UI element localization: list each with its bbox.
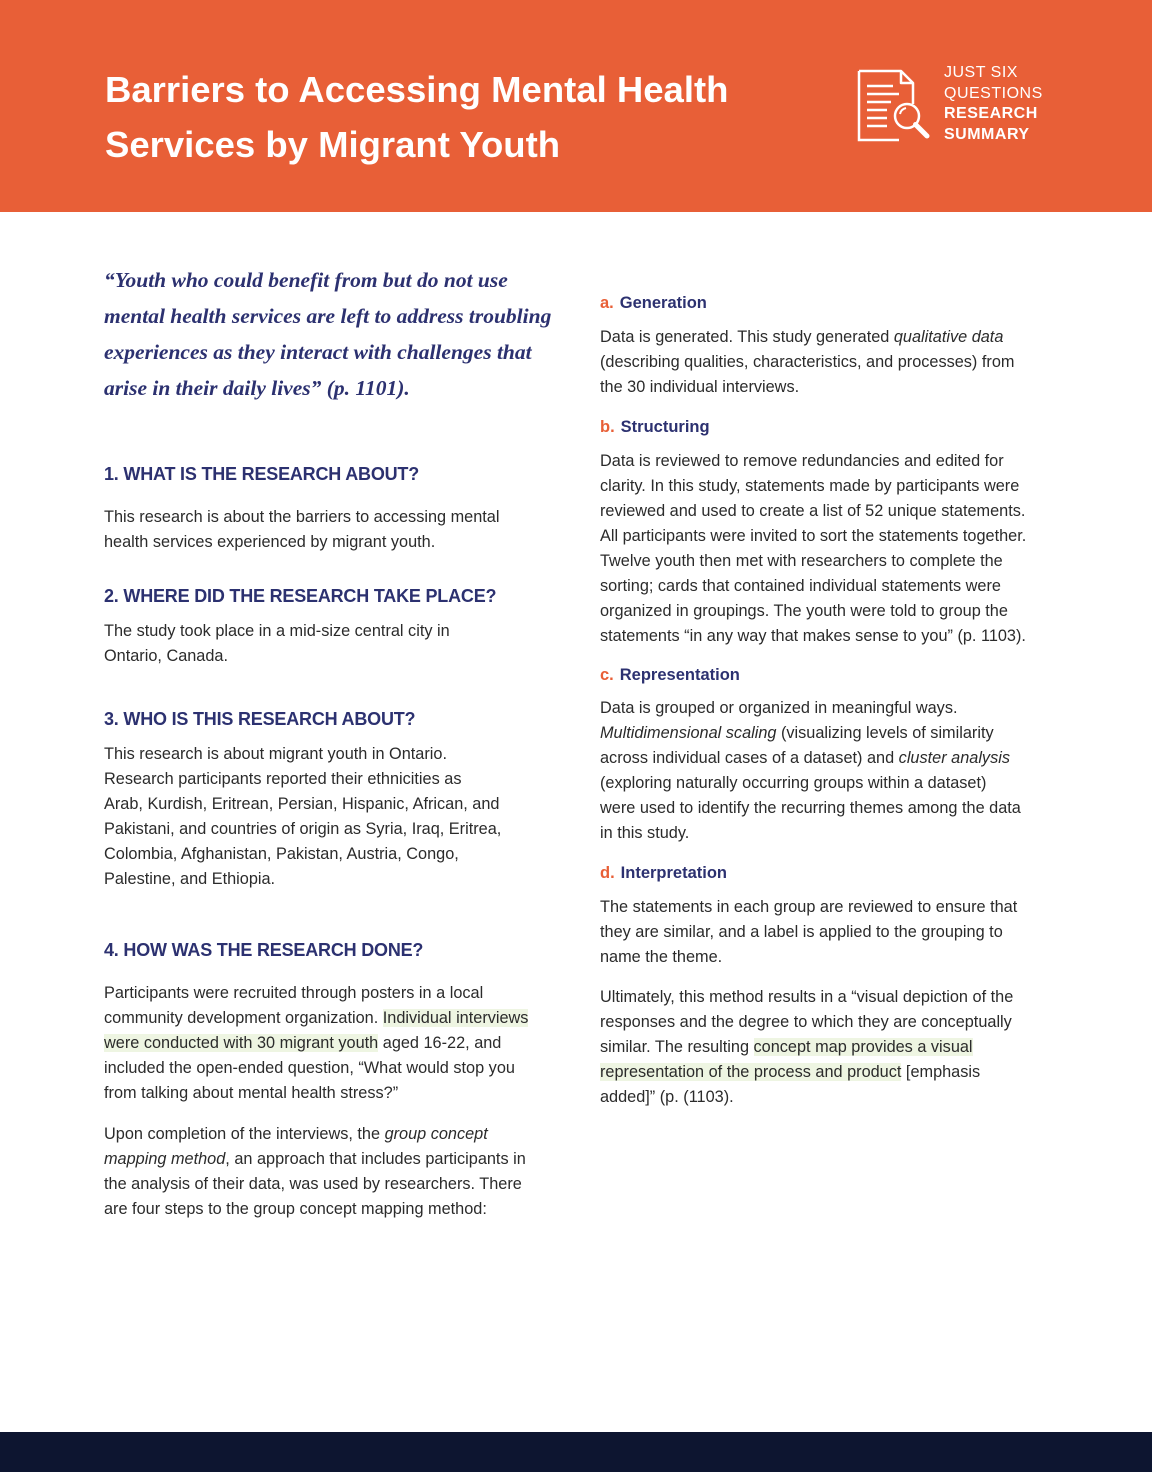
section-body-how-recruitment	[104, 981, 554, 1106]
section-body-what	[104, 505, 554, 555]
body-line: Twelve youth then met with researchers to complete the	[600, 552, 1003, 570]
body-line: in this study.	[600, 824, 690, 842]
section-body-where	[104, 619, 554, 669]
body-line	[600, 1060, 1050, 1085]
quote-line: experiences as they interact with challenges that	[104, 340, 532, 364]
body-line: clarity. In this study, statements made by participants were	[600, 477, 1020, 495]
step-title: Representation	[619, 666, 740, 684]
body-line: health services experienced by migrant youth.	[104, 533, 436, 551]
quote-line: “Youth who could benefit from but do not use	[104, 268, 508, 292]
page-title	[105, 62, 805, 172]
body-line	[600, 721, 1050, 746]
step-title: Structuring	[620, 418, 710, 436]
body-text: (visualizing levels of similarity	[776, 724, 994, 742]
highlighted-text: representation of the process and product	[600, 1063, 902, 1081]
body-line: added]” (p. (1103).	[600, 1088, 734, 1106]
body-text: community development organization.	[104, 1009, 383, 1027]
body-line	[600, 746, 1050, 771]
body-line: were used to identify the recurring themes among the data	[600, 799, 1021, 817]
italic-term: mapping method	[104, 1150, 226, 1168]
step-title: Generation	[619, 294, 707, 312]
body-line: reviewed and used to create a list of 52 unique statements.	[600, 502, 1026, 520]
body-text: [emphasis	[901, 1063, 981, 1081]
body-line: The study took place in a mid-size central city in	[104, 622, 450, 640]
badge-line: RESEARCH	[944, 105, 1038, 122]
step-letter: c.	[600, 666, 614, 684]
body-line: are four steps to the group concept mapping method:	[104, 1200, 487, 1218]
body-line: This research is about migrant youth in Ontario.	[104, 745, 447, 763]
step-letter: d.	[600, 864, 615, 882]
italic-term: group concept	[384, 1125, 488, 1143]
body-text: across individual cases of a dataset) and	[600, 749, 899, 767]
body-line: (exploring naturally occurring groups within a dataset)	[600, 774, 987, 792]
section-heading-where: 2. WHERE DID THE RESEARCH TAKE PLACE?	[104, 586, 497, 606]
step-title: Interpretation	[620, 864, 728, 882]
step-heading-structuring	[600, 418, 710, 437]
pull-quote	[104, 262, 574, 406]
body-line: Palestine, and Ethiopia.	[104, 870, 276, 888]
body-line: Pakistani, and countries of origin as Syria, Iraq, Eritrea,	[104, 820, 502, 838]
body-line	[600, 1035, 1050, 1060]
body-text: aged 16-22, and	[378, 1034, 502, 1052]
section-body-how-method	[104, 1122, 554, 1222]
body-line: they are similar, and a label is applied to the grouping to	[600, 923, 1003, 941]
body-line: statements “in any way that makes sense to you” (p. 1103).	[600, 627, 1026, 645]
body-line	[104, 1147, 554, 1172]
step-body-generation	[600, 325, 1050, 400]
step-body-interpretation	[600, 895, 1050, 970]
body-text: Upon completion of the interviews, the	[104, 1125, 385, 1143]
body-line: from talking about mental health stress?”	[104, 1084, 399, 1102]
body-line	[104, 1122, 554, 1147]
section-heading-what: 1. WHAT IS THE RESEARCH ABOUT?	[104, 464, 420, 484]
body-line	[104, 1006, 554, 1031]
italic-term: qualitative data	[893, 328, 1004, 346]
badge-line: JUST SIX	[944, 64, 1018, 81]
body-text: similar. The resulting	[600, 1038, 754, 1056]
body-line: Colombia, Afghanistan, Pakistan, Austria, Congo,	[104, 845, 459, 863]
highlighted-text: Individual interviews	[382, 1009, 529, 1027]
section-heading-how: 4. HOW WAS THE RESEARCH DONE?	[104, 940, 424, 960]
step-body-representation	[600, 696, 1050, 846]
step-letter: a.	[600, 294, 614, 312]
body-line: Research participants reported their ethnicities as	[104, 770, 462, 788]
body-line: responses and the degree to which they are conceptually	[600, 1013, 1012, 1031]
body-line: Arab, Kurdish, Eritrean, Persian, Hispanic, African, and	[104, 795, 500, 813]
italic-term: cluster analysis	[898, 749, 1010, 767]
body-text: Data is generated. This study generated	[600, 328, 894, 346]
step-letter: b.	[600, 418, 615, 436]
body-line: (describing qualities, characteristics, and processes) from	[600, 353, 1015, 371]
body-line: the 30 individual interviews.	[600, 378, 800, 396]
step-body-structuring	[600, 449, 1050, 649]
body-line: Ontario, Canada.	[104, 647, 228, 665]
body-line: This research is about the barriers to accessing mental	[104, 508, 500, 526]
body-line: Ultimately, this method results in a “visual depiction of the	[600, 988, 1014, 1006]
research-summary-badge	[944, 63, 1043, 145]
body-line: Data is grouped or organized in meaningful ways.	[600, 699, 958, 717]
body-line: The statements in each group are reviewed to ensure that	[600, 898, 1018, 916]
badge-line: QUESTIONS	[944, 84, 1043, 102]
header-banner	[0, 0, 1152, 212]
italic-term: Multidimensional scaling	[600, 724, 777, 742]
body-line: name the theme.	[600, 948, 723, 966]
section-heading-who: 3. WHO IS THIS RESEARCH ABOUT?	[104, 709, 416, 729]
closing-paragraph	[600, 985, 1050, 1110]
body-line	[600, 325, 1050, 350]
body-line: sorting; cards that contained individual statements were	[600, 577, 1001, 595]
body-line: All participants were invited to sort the statements together.	[600, 527, 1027, 545]
body-line: Data is reviewed to remove redundancies and edited for	[600, 452, 1004, 470]
title-line: Services by Migrant Youth	[105, 124, 561, 165]
highlighted-text: concept map provides a visual	[753, 1038, 973, 1056]
step-heading-generation	[600, 294, 707, 313]
body-line: Participants were recruited through posters in a local	[104, 984, 484, 1002]
highlighted-text: were conducted with 30 migrant youth	[104, 1034, 379, 1052]
body-line: included the open-ended question, “What would stop you	[104, 1059, 515, 1077]
quote-line: mental health services are left to address troubling	[104, 304, 552, 328]
body-line: organized in groupings. The youth were told to group the	[600, 602, 1008, 620]
document-magnifier-icon	[855, 68, 931, 144]
body-text: , an approach that includes participants in	[225, 1150, 526, 1168]
step-heading-interpretation	[600, 864, 727, 883]
body-line: the analysis of their data, was used by researchers. There	[104, 1175, 522, 1193]
title-line: Barriers to Accessing Mental Health	[105, 69, 729, 110]
quote-line: arise in their daily lives” (p. 1101).	[104, 376, 410, 400]
body-line	[104, 1031, 554, 1056]
step-heading-representation	[600, 666, 740, 685]
footer-bar	[0, 1432, 1152, 1472]
badge-line: SUMMARY	[944, 125, 1030, 143]
section-body-who	[104, 742, 554, 892]
